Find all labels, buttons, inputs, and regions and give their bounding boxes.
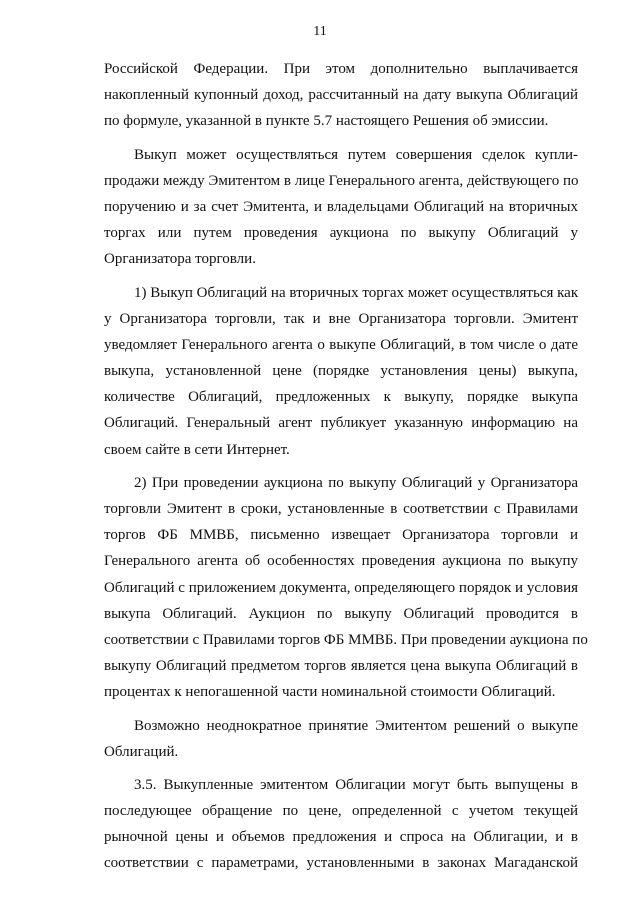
text-line: продажи между Эмитентом в лице Генерального агента, действующего по bbox=[104, 172, 579, 189]
text-line: соответствии с Правилами торгов ФБ ММВБ. При проведении аукциона по bbox=[104, 631, 588, 648]
text-line: Организатора торговли. bbox=[104, 251, 256, 268]
text-line: 2) При проведении аукциона по выкупу Облигаций у Организатора bbox=[134, 474, 578, 491]
text-line: накопленный купонный доход, рассчитанный на дату выкупа Облигаций bbox=[104, 87, 578, 104]
text-line: Генерального агента об особенностях проведения аукциона по выкупу bbox=[104, 553, 578, 570]
paragraph-2 bbox=[104, 142, 578, 273]
paragraph-5 bbox=[104, 713, 578, 765]
text-line: Выкуп может осуществляться путем совершения сделок купли- bbox=[134, 146, 578, 163]
text-line: торгов ФБ ММВБ, письменно извещает Организатора торговли и bbox=[104, 527, 578, 544]
text-line: торгах или путем проведения аукциона по выкупу Облигаций у bbox=[104, 225, 578, 242]
paragraph-4 bbox=[104, 470, 588, 706]
text-line: 1) Выкуп Облигаций на вторичных торгах может осуществляться как bbox=[134, 284, 579, 301]
text-line: Российской Федерации. При этом дополнительно выплачивается bbox=[104, 61, 578, 77]
text-line: по формуле, указанной в пункте 5.7 настоящего Решения об эмиссии. bbox=[104, 113, 549, 130]
paragraph-3 bbox=[104, 280, 578, 463]
text-line: количестве Облигаций, предложенных к выкупу, порядке выкупа bbox=[104, 389, 578, 406]
text-line: выкупу Облигаций предметом торгов является цена выкупа Облигаций в bbox=[104, 658, 578, 675]
text-line: 3.5. Выкупленные эмитентом Облигации могут быть выпущены в bbox=[134, 776, 578, 793]
text-line: торговли Эмитент в сроки, установленные в соответствии с Правилами bbox=[104, 501, 578, 517]
text-line: Облигаций. bbox=[104, 743, 179, 760]
text-line: у Организатора торговли, так и вне Организатора торговли. Эмитент bbox=[104, 310, 578, 327]
text-line: Облигаций. Генеральный агент публикует указанную информацию на bbox=[104, 415, 578, 432]
text-line: Возможно неоднократное принятие Эмитентом решений о выкупе bbox=[134, 717, 578, 734]
text-line: поручению и за счет Эмитента, и владельцами Облигаций на вторичных bbox=[104, 198, 578, 215]
paragraph-1 bbox=[104, 56, 578, 135]
paragraph-6 bbox=[104, 772, 578, 877]
text-line: последующее обращение по цене, определенной с учетом текущей bbox=[104, 803, 578, 820]
document-body bbox=[104, 56, 588, 877]
page-number: 11 bbox=[313, 24, 327, 39]
text-line: выкупа Облигаций. Аукцион по выкупу Облигаций проводится в bbox=[104, 605, 578, 622]
text-line: соответствии с параметрами, установленными в законах Магаданской bbox=[104, 855, 578, 872]
text-line: уведомляет Генерального агента о выкупе Облигаций, в том числе о дате bbox=[104, 336, 578, 353]
text-line: рыночной цены и объемов предложения и спроса на Облигации, и в bbox=[104, 829, 578, 846]
text-line: своем сайте в сети Интернет. bbox=[104, 441, 290, 458]
text-line: Облигаций с приложением документа, определяющего порядок и условия bbox=[104, 579, 578, 596]
text-line: выкупа, установленной цене (порядке установления цены) выкупа, bbox=[104, 363, 578, 380]
text-line: процентах к непогашенной части номинальной стоимости Облигаций. bbox=[104, 684, 556, 701]
